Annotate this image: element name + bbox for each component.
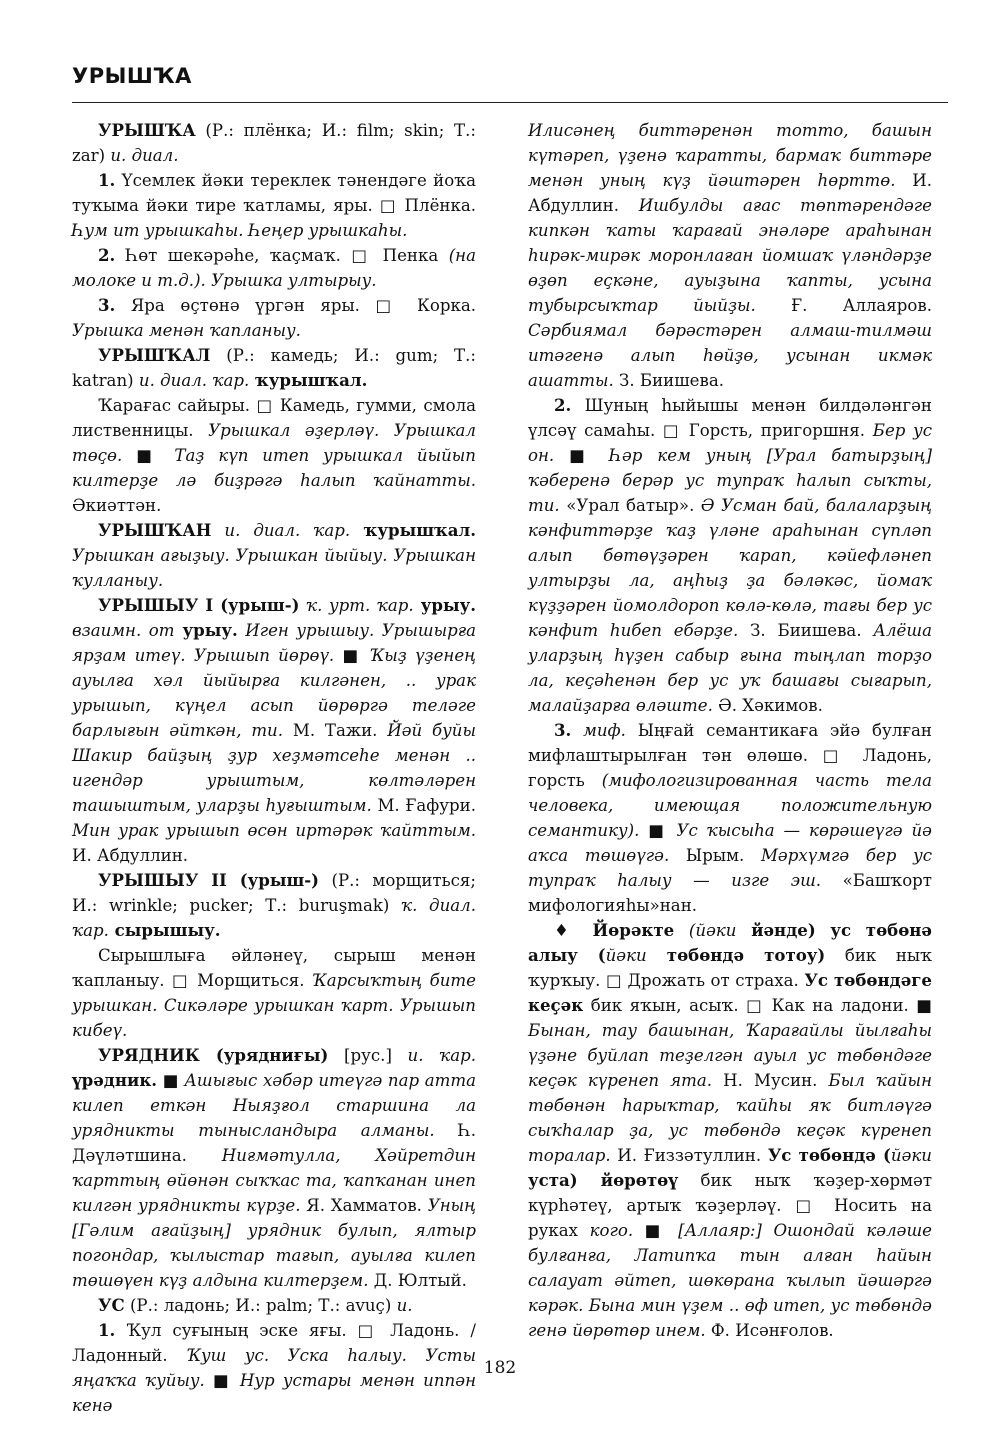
entry-paragraph: [72, 243, 476, 293]
entry-text: Һәр кем уның [Урал батырҙың] ҡәберенә берәр ус тупраҡ һалып сыҡты, ти.: [528, 446, 932, 515]
entry-text: Ғ. Аллаяров.: [755, 296, 932, 315]
entry-text: взаимн. от: [72, 621, 175, 640]
entry-text: Бер ус он.: [528, 421, 932, 465]
entry-text: Ҡарағас сайыры. □ Камедь, гумми, смола лиственницы.: [72, 396, 476, 440]
entry-text: Ырым.: [669, 846, 761, 865]
entry-text: Алёша уларҙың һүҙен сабыр ғына тыңлап торҙо ла, кеҫәһенән бер ус уҡ башағы сығарып, малайҙарға өләште.: [528, 621, 932, 715]
entry-text: Яра өҫтөнә үргән яры. □ Корка.: [115, 296, 476, 315]
entry-text: (Р.: ладонь; И.: palm; Т.: avuç): [124, 1296, 397, 1315]
entry-text: (йәки: [688, 921, 737, 940]
entry-text: Урышкан ағыҙыу. Урышкан йыйыу. Урышкан ҡулланыу.: [72, 546, 476, 590]
entry-text: Һөт шекәрәһе, ҡаҫмаҡ. □ Пенка: [115, 246, 449, 265]
entry-text: Ус ҡысыһа — көрәшеүгә йә аҡса төшөүгә.: [528, 821, 932, 865]
entry-text: (Р.: плёнка; И.: film; skin; Т.: zar): [72, 121, 476, 165]
right-column: [528, 118, 932, 1343]
entry-text: и. ҡар.: [407, 1046, 476, 1065]
entry-text: Ишбулды ағас төптәрендәге кипкән ҡаты ҡарағай энәләре араһынан һирәк-мирәк моронлаған йомшаҡ үләндәрҙе өҙөп еҫкәне, ауыҙына ҡапты, усына тубырсыҡтар йыйҙы.: [528, 196, 932, 315]
entry-text: Уның [Гәлим ағайҙың] урядник булып, ялтыр погондар, ҡылыстар тағып, ауылға килеп төшөүен күҙ алдына килтерҙем.: [72, 1196, 476, 1290]
entry-text: ■: [633, 1221, 679, 1240]
entry-paragraph: [528, 393, 932, 718]
entry-text: Сырышлыға әйләнеү, сырыш менән ҡапланыу. □ Морщиться.: [72, 946, 476, 990]
entry-text: [571, 721, 583, 740]
entry-text: Сәрбиямал бәрәстәрен алмаш-тилмәш итәгенә алып һөйҙө, усынан икмәк ашатты.: [528, 321, 932, 390]
entry-text: Ус төбөндәге кеҫәк: [528, 970, 932, 1015]
entry-text: М. Тажи.: [283, 721, 388, 740]
entry-text: ■: [204, 1371, 240, 1390]
entry-text: Ә Усман бай, балаларҙың кәнфиттәрҙе ҡаҙ үләне араһынан сүпләп алып бөтөүҙәрен ҡарап, кәйефләнеп ултырҙы ла, аңһыҙ ҙа бәләкәс, йомаҡ күҙҙәрен йомолдороп көлә-көлә, тағы бер ус кәнфит һибеп ебәрҙе.: [528, 496, 932, 640]
entry-text: И. Ғиззәтуллин.: [610, 1146, 768, 1165]
headword: УРЫШЫУ I (урыш-): [98, 595, 300, 615]
entry-text: Ә. Хәкимов.: [712, 696, 823, 715]
entry-text: Ыңғай семантикаға эйә булған мифлаштырылған тән өлөшө. □ Ладонь, горсть: [528, 721, 932, 790]
entry-text: ■: [639, 821, 677, 840]
entry-text: (Р.: морщиться; И.: wrinkle; pucker; Т.: buruşmak): [72, 871, 476, 915]
entry-text: Ф. Исәнғолов.: [705, 1321, 834, 1340]
headword: УРЫШҠАЛ: [98, 345, 211, 365]
entry-paragraph: [72, 118, 476, 168]
headword: УРЫШҠА: [98, 120, 196, 140]
entry-paragraph: [72, 1293, 476, 1318]
entry-text: 2.: [98, 245, 116, 265]
entry-text: И. Абдуллин.: [72, 846, 189, 865]
entry-text: и.: [396, 1296, 413, 1315]
header-title: УРЫШҠА: [72, 64, 192, 88]
entry-text: Урышка менән ҡапланыу.: [72, 321, 301, 340]
entry-text: ■: [554, 446, 610, 465]
entry-text: кого.: [589, 1221, 634, 1240]
entry-text: үрәдник.: [72, 1070, 158, 1090]
running-header: [72, 62, 948, 103]
entry-text: Н. Мусин.: [712, 1071, 829, 1090]
entry-text: Ҡул суғының эске яғы. □ Ладонь. / Ладонный.: [72, 1321, 476, 1365]
entry-text: йәки: [605, 946, 647, 965]
entry-paragraph: [72, 593, 476, 868]
headword: УРЫШҠАН: [98, 520, 212, 540]
entry-text: и. диал. ҡар.: [138, 371, 250, 390]
entry-text: урыу.: [174, 620, 238, 640]
entry-text: Урышкал әҙерләү. Урышкал төҫө.: [72, 421, 476, 465]
entry-paragraph: [72, 1043, 476, 1293]
entry-paragraph: [72, 168, 476, 243]
entry-text: ҡ. урт. ҡар.: [299, 596, 414, 615]
headword: УРЫШЫУ II (урыш-): [98, 870, 320, 890]
entry-text: Һ. Дәүләтшина.: [72, 1121, 476, 1165]
entry-text: Ҡыҙ үҙенең ауылға хәл йыйырға килгәнен, .. урак урышып, күңел асып йөрөргә теләге барлығын әйткән, ти.: [72, 646, 476, 740]
entry-text: ҡурышҡал.: [350, 520, 476, 540]
entry-paragraph: [72, 343, 476, 393]
entry-text: [рус.]: [328, 1046, 408, 1065]
entry-text: төбөндә тотоу): [646, 945, 826, 965]
entry-text: ■: [334, 646, 370, 665]
entry-text: Ус төбөндә (: [767, 1145, 891, 1165]
entry-text: 3.: [554, 720, 572, 740]
entry-text: (на молоке и т.д.). Урышка ултырыу.: [72, 246, 476, 290]
entry-text: З. Биишева.: [613, 371, 724, 390]
entry-paragraph: [72, 868, 476, 943]
entry-text: бик ныҡ ҡәҙер-хөрмәт күрһәтеү, артыҡ ҡәҙерләү. □ Носить на руках: [528, 1171, 933, 1240]
entry-text: Таҙ күп итеп урышкал йыйып килтерҙе лә биҙрәгә һалып ҡайнатты.: [72, 446, 476, 490]
entry-text: ҡ. диал. ҡар.: [72, 896, 476, 940]
entry-text: Ҡарсыҡтың бите урышкан. Сикәләре урышкан ҡарт. Урышып кибеү.: [72, 971, 476, 1040]
entry-text: бик яҡын, асыҡ. □ Как на ладони. ■: [583, 996, 932, 1015]
entry-text: ҡурышҡал.: [249, 370, 368, 390]
entry-text: йәки: [890, 1146, 932, 1165]
entry-text: М. Ғафури.: [371, 796, 476, 815]
entry-text: 1.: [98, 170, 116, 190]
entry-text: йәнде) ус төбөнә алыу (: [528, 920, 932, 965]
entry-text: Һум ит урышкаһы. Һеңер урышкаһы.: [72, 221, 408, 240]
entry-text: 3.: [98, 295, 116, 315]
entry-text: Шуның һыйышы менән билдәләнгән үлсәү самаһы. □ Горсть, пригоршня.: [528, 396, 932, 440]
entry-text: З. Биишева.: [738, 621, 874, 640]
entry-text: Мин урак урышып өсөн иртәрәк ҡайттым.: [72, 821, 476, 840]
entry-text: Ҡуш ус. Уска һалыу. Усты яңаҡҡа ҡуйыу.: [72, 1346, 476, 1390]
entry-text: Бынан, тау башынан, Ҡарағайлы йылғаһы үҙәне буйлап теҙелгән ауыл ус төбөндәге кеҫәк күренеп ята.: [528, 1021, 932, 1090]
entry-text: И. Абдуллин.: [528, 171, 932, 215]
entry-paragraph: [528, 718, 932, 918]
entry-text: Ашығыс хәбәр итеүгә пар атта килеп еткән Ныяҙғол старшина ла урядникты тынысландыра алманы.: [72, 1071, 476, 1140]
entry-paragraph: [528, 918, 932, 1343]
entry-text: Үсемлек йәки тереклек тәнендәге йоҡа туҡыма йәки тире ҡатламы, яры. □ Плёнка.: [72, 171, 476, 215]
entry-text: сырышыу.: [108, 920, 221, 940]
entry-text: (мифологизированная часть тела человека, имеющая положительную семантику).: [528, 771, 933, 840]
entry-text: ■: [157, 1071, 185, 1090]
headword: УРЯДНИК (урядниғы): [98, 1045, 329, 1065]
entry-text: Мәрхүмгә бер ус тупраҡ һалыу — изге эш.: [528, 846, 932, 890]
entry-text: [Аллаяр:] Ошондай кәләше булғанға, Латипҡа тын алған һайын салауат әйтеп, шөкөрана ҡылып йәшәргә кәрәк. Бына мин үҙем .. өф итеп, ус төбөндә генә йөрөтөр инем.: [528, 1221, 932, 1340]
entry-text: и. диал.: [110, 146, 179, 165]
entry-text: Был ҡайын төбөнән һарыҡтар, ҡайһы яҡ битләүгә сыҡһалар ҙа, ус төбөндә кеҫәк күренеп торалар.: [528, 1071, 932, 1165]
entry-text: и. диал. ҡар.: [211, 521, 351, 540]
entry-paragraph: [528, 118, 932, 393]
entry-paragraph: [72, 518, 476, 593]
entry-text: «Башҡорт мифологияһы»нан.: [528, 871, 932, 915]
left-column: [72, 118, 476, 1418]
entry-text: урыу.: [413, 595, 476, 615]
entry-text: (Р.: камедь; И.: gum; Т.: katran): [72, 346, 476, 390]
entry-paragraph: [72, 943, 476, 1043]
entry-paragraph: [72, 293, 476, 343]
entry-text: Я. Хамматов.: [300, 1196, 428, 1215]
entry-text: Илисәнең биттәренән тотто, башын күтәреп, үҙенә ҡаратты, бармаҡ биттәре менән уның күҙ йәштәрен һөрттө.: [528, 121, 932, 190]
entry-text: бик ныҡ ҡурҡыу. □ Дрожать от страха.: [528, 946, 932, 990]
entry-text: ♦ Йөрәкте: [554, 920, 689, 940]
entry-text: Д. Юлтый.: [368, 1271, 467, 1290]
entry-text: 2.: [554, 395, 572, 415]
page-number: 182: [483, 1358, 517, 1378]
entry-paragraph: [72, 393, 476, 518]
headword: УС: [98, 1295, 125, 1315]
entry-text: миф.: [583, 721, 626, 740]
entry-text: 1.: [98, 1320, 116, 1340]
entry-text: ■: [122, 446, 175, 465]
entry-text: Әкиәттән.: [72, 496, 162, 515]
entry-text: уста) йөрөтөү: [528, 1170, 678, 1190]
entry-text: Ниғмәтулла, Хәйретдин ҡарттың өйөнән сыҡҡас та, ҡапҡанан инеп килгән урядникты күрҙе.: [72, 1146, 476, 1215]
entry-text: Иген урышыу. Урышырға ярҙам итеү. Урышып йөрөү.: [72, 621, 476, 665]
entry-text: Нур устары менән иппән кенә: [72, 1371, 476, 1415]
entry-text: Йәй буйы Шакир байҙың ҙур хеҙмәтсеһе менән .. игендәр урыштым, көлтәләрен ташыштым, уларҙы һуғыштым.: [72, 721, 476, 815]
entry-text: «Урал батыр».: [559, 496, 701, 515]
